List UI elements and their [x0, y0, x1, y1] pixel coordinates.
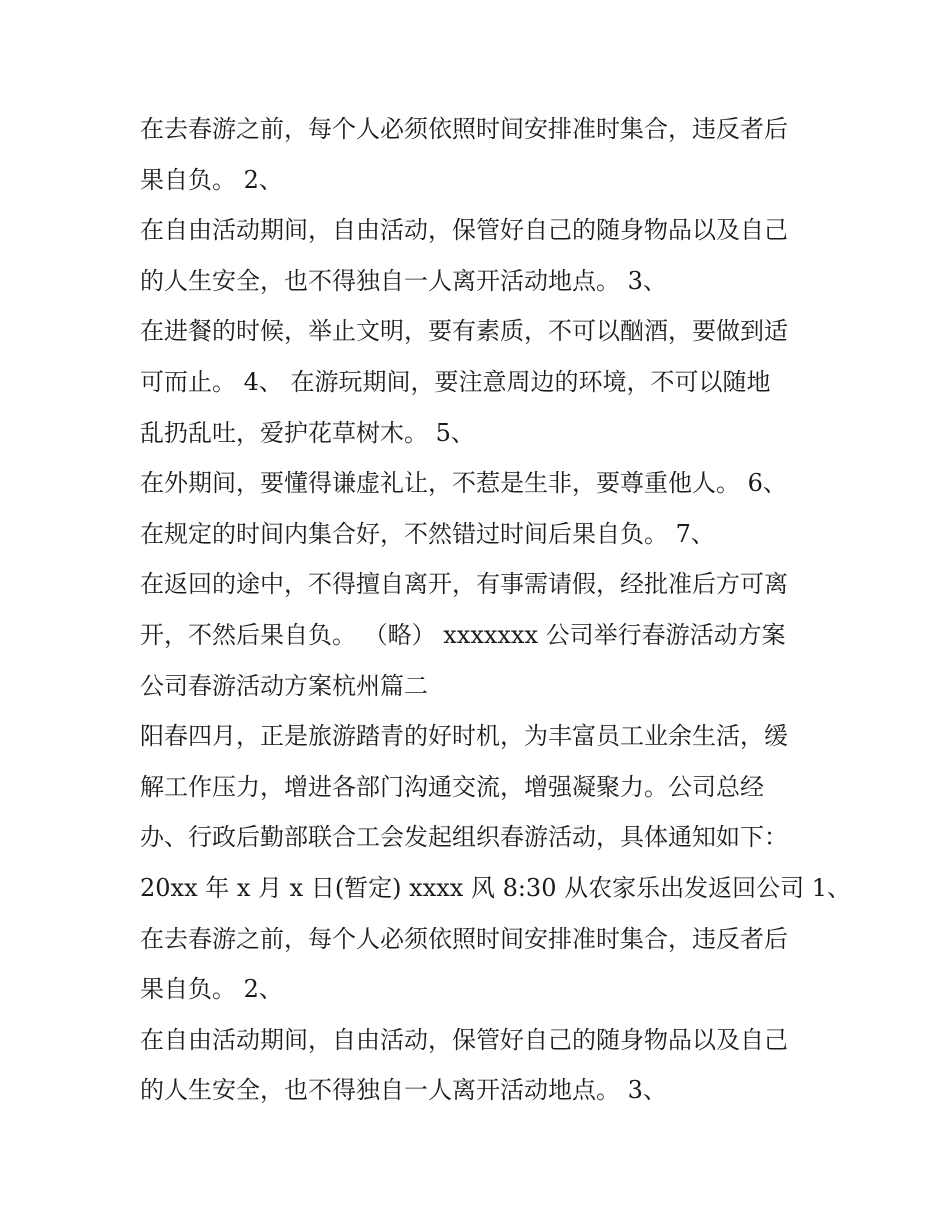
- text-line-16: 20xx 年 x 月 x 日(暂定) xxxx 风 8:30 从农家乐出发返回公司 1、: [140, 873, 851, 902]
- text-line-10: 在返回的途中，不得擅自离开，有事需请假，经批准后方可离: [140, 570, 788, 599]
- text-line-17: 在去春游之前，每个人必须依照时间安排准时集合，违反者后: [140, 924, 788, 953]
- text-line-13: 阳春四月，正是旅游踏青的好时机，为丰富员工业余生活，缓: [140, 722, 788, 751]
- section-heading: 公司春游活动方案杭州篇二: [140, 671, 428, 700]
- text-line-18: 果自负。 2、: [140, 975, 283, 1004]
- text-line-2: 果自负。 2、: [140, 165, 283, 194]
- text-line-11: 开，不然后果自负。 （略） xxxxxxx 公司举行春游活动方案: [140, 620, 786, 649]
- document-body: [140, 104, 851, 1116]
- text-line-6: 可而止。 4、 在游玩期间，要注意周边的环境，不可以随地: [140, 367, 771, 396]
- text-line-14: 解工作压力，增进各部门沟通交流，增强凝聚力。公司总经: [140, 772, 764, 801]
- text-line-20: 的人生安全，也不得独自一人离开活动地点。 3、: [140, 1076, 667, 1105]
- text-line-8: 在外期间，要懂得谦虚礼让，不惹是生非，要尊重他人。 6、: [140, 469, 787, 498]
- text-line-5: 在进餐的时候，举止文明，要有素质，不可以酗酒，要做到适: [140, 317, 788, 346]
- text-line-9: 在规定的时间内集合好，不然错过时间后果自负。 7、: [140, 519, 715, 548]
- text-line-19: 在自由活动期间，自由活动，保管好自己的随身物品以及自己: [140, 1025, 788, 1054]
- text-line-3: 在自由活动期间，自由活动，保管好自己的随身物品以及自己: [140, 216, 788, 245]
- text-line-4: 的人生安全，也不得独自一人离开活动地点。 3、: [140, 266, 667, 295]
- text-line-7: 乱扔乱吐，爱护花草树木。 5、: [140, 418, 475, 447]
- text-line-1: 在去春游之前，每个人必须依照时间安排准时集合，违反者后: [140, 115, 788, 143]
- text-line-15: 办、行政后勤部联合工会发起组织春游活动，具体通知如下：: [140, 823, 788, 852]
